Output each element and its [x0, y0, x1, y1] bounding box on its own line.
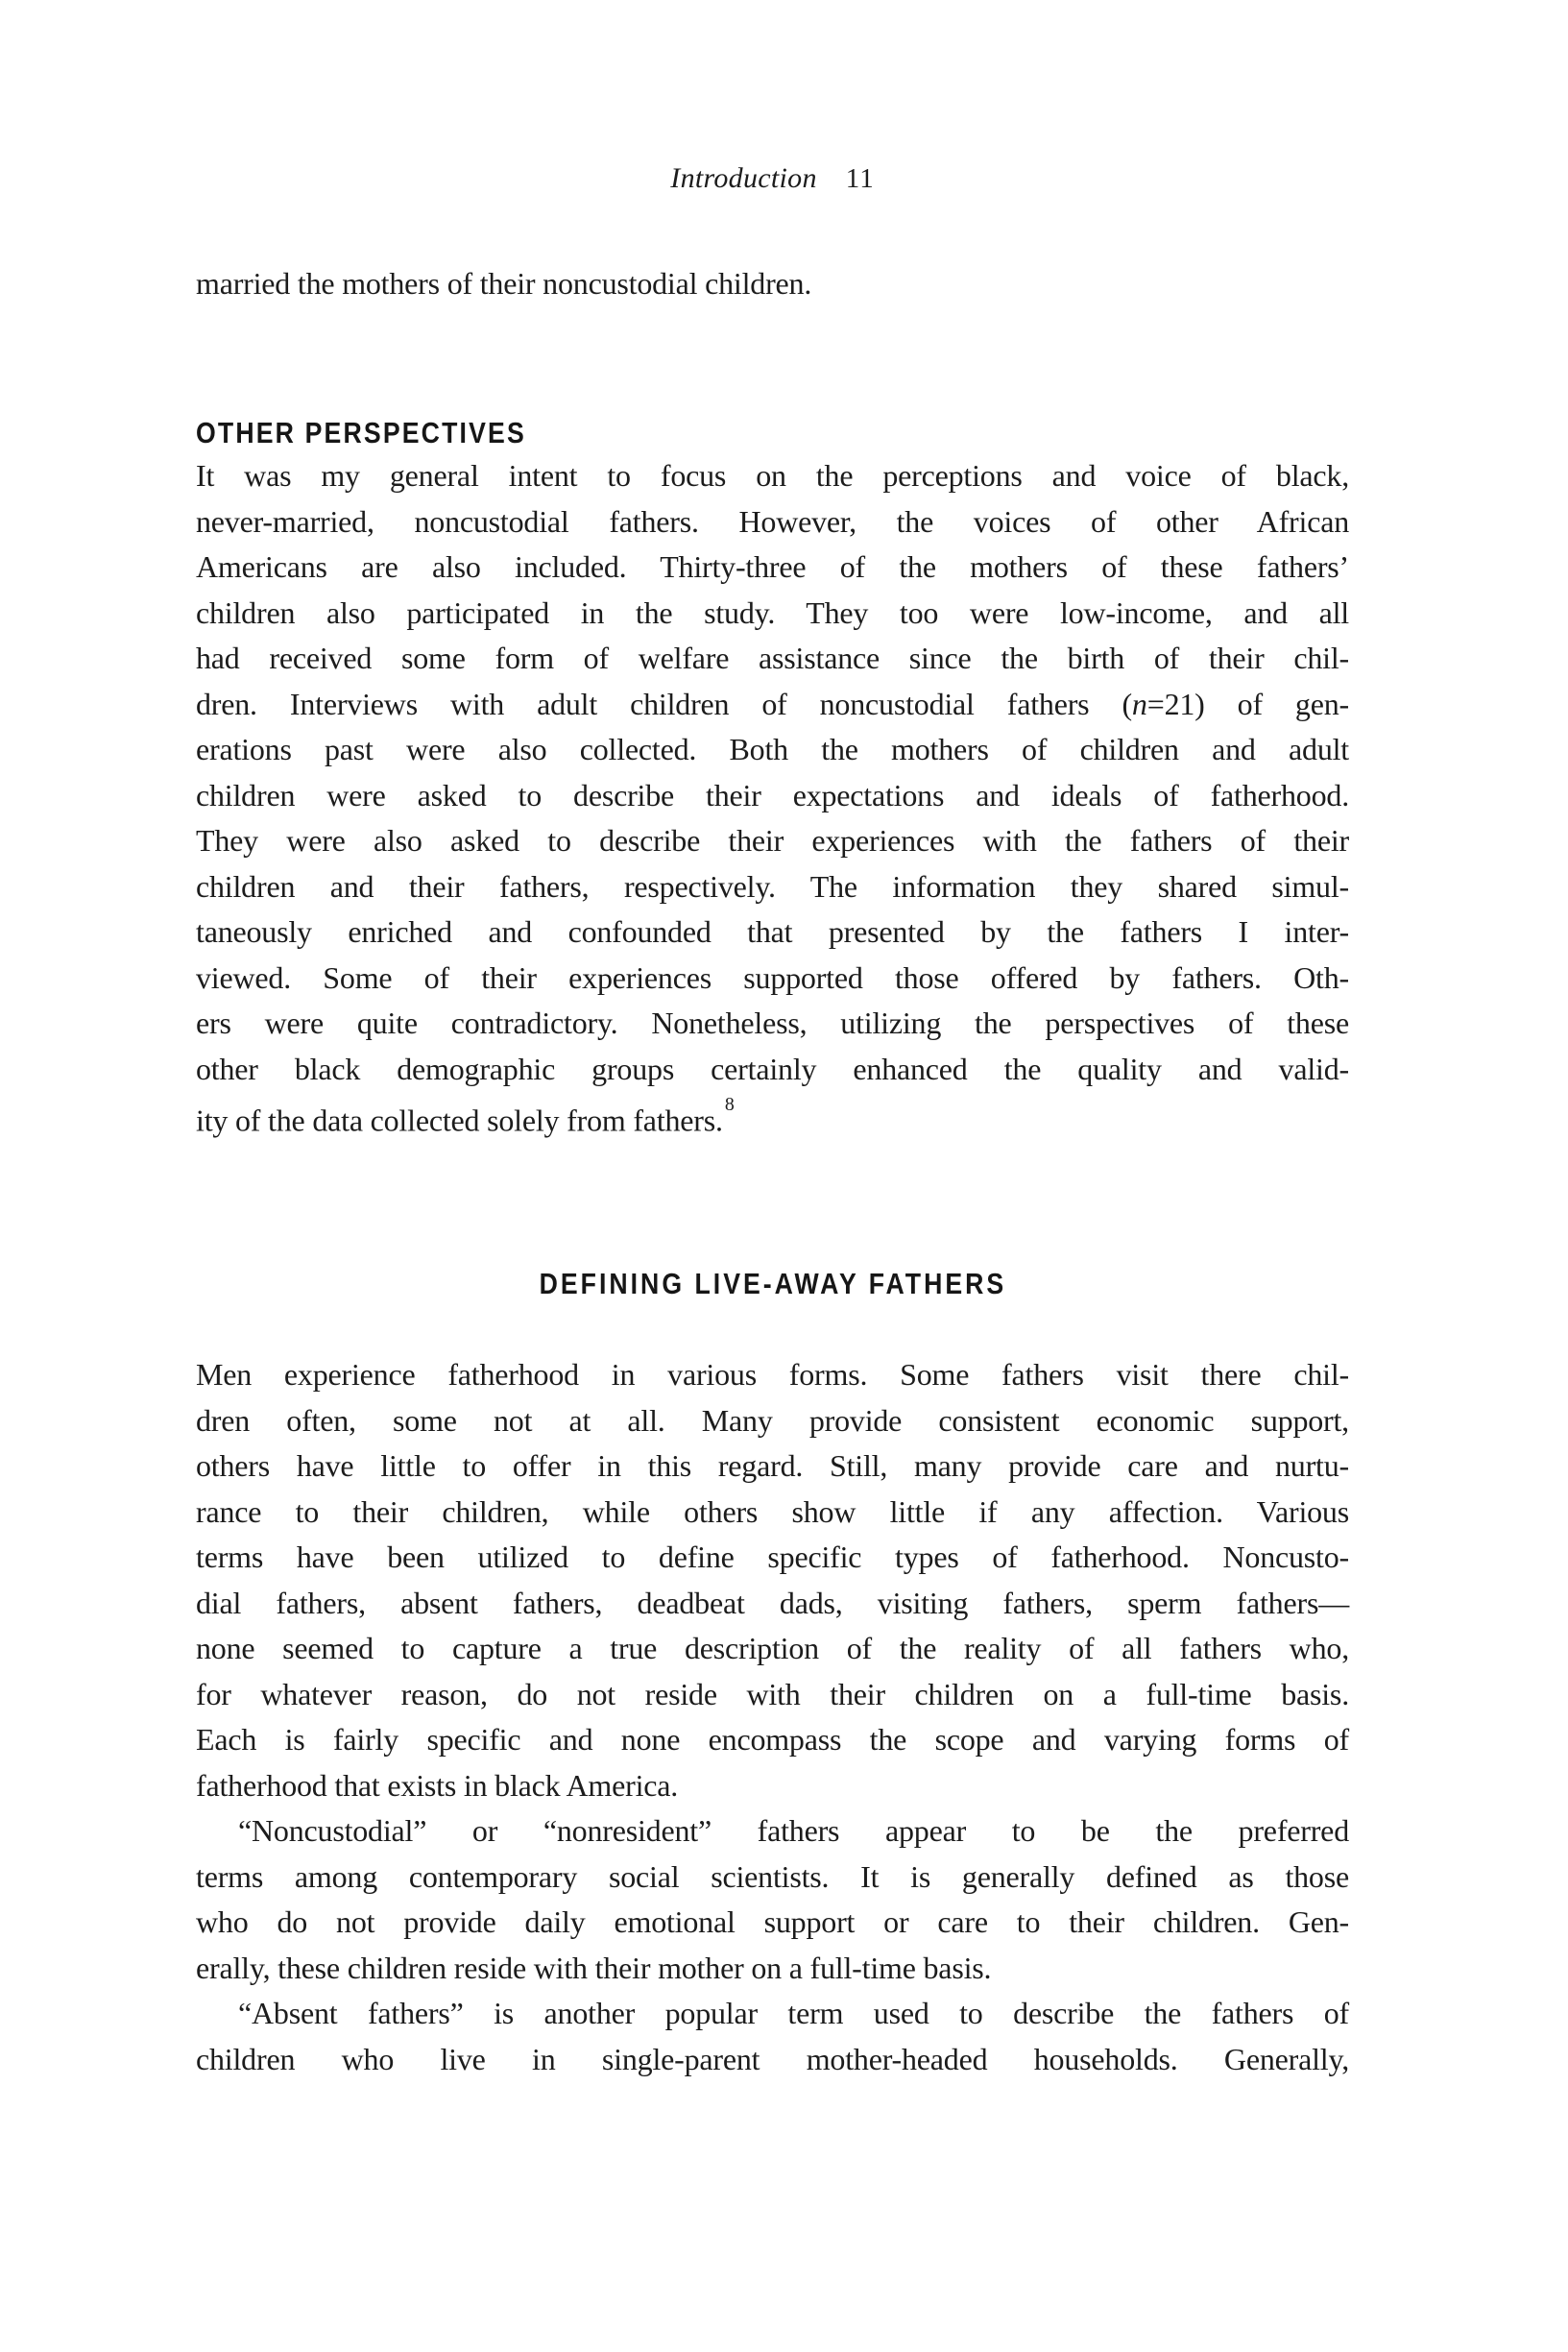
section-heading-text: DEFINING LIVE-AWAY FATHERS: [539, 1267, 1006, 1300]
paragraph: [196, 453, 1349, 1144]
section-body-other-perspectives: [196, 453, 1349, 1144]
paragraph: [196, 1808, 1349, 1991]
footnote-reference: 8: [724, 1094, 735, 1116]
running-head-page-number: 11: [845, 163, 875, 194]
section-heading-other-perspectives: [196, 416, 1349, 450]
paragraph: [196, 1352, 1349, 1808]
carryover-paragraph-fragment: married the mothers of their noncustodial children.: [196, 266, 812, 301]
text-line: “Noncustodial” or “nonresident” fathers appear to be the preferred: [238, 1813, 1349, 1848]
text-line: children were asked to describe their expectations and ideals of fatherhood.: [196, 777, 1349, 812]
text-line: Men experience fatherhood in various forms. Some fathers visit there chil-: [196, 1357, 1349, 1392]
text-line: who do not provide daily emotional support or care to their children. Gen-: [196, 1904, 1349, 1939]
text-line: other black demographic groups certainly enhanced the quality and valid-: [196, 1051, 1349, 1086]
text-line: none seemed to capture a true description of the reality of all fathers who,: [196, 1631, 1349, 1665]
text-line: for whatever reason, do not reside with their children on a full-time basis.: [196, 1676, 1349, 1711]
text-line: They were also asked to describe their experiences with the fathers of their: [196, 823, 1349, 858]
text-line: taneously enriched and confounded that presented by the fathers I inter-: [196, 914, 1349, 949]
text-line: ity of the data collected solely from fathers. $^8$: [196, 1094, 735, 1138]
paragraph: [196, 1991, 1349, 2082]
italic-variable: n: [1131, 686, 1147, 721]
text-line: Each is fairly specific and none encompass the scope and varying forms of: [196, 1722, 1349, 1757]
running-head-chapter-title: Introduction: [670, 162, 817, 194]
text-line: had received some form of welfare assistance since the birth of their chil-: [196, 641, 1349, 675]
text-line: Americans are also included. Thirty-three of the mothers of these fathers’: [196, 549, 1349, 584]
text-line: fatherhood that exists in black America.: [196, 1767, 679, 1803]
text-line: terms have been utilized to define specific types of fatherhood. Noncusto-: [196, 1540, 1349, 1574]
text-line: children also participated in the study. They too were low-income, and all: [196, 594, 1349, 630]
text-line: children who live in single-parent mother-headed households. Generally,: [196, 2041, 1349, 2076]
text-line: terms among contemporary social scientists. It is generally defined as those: [196, 1858, 1349, 1894]
text-line: viewed. Some of their experiences supported those offered by fathers. Oth-: [196, 959, 1349, 995]
section-heading-text: OTHER PERSPECTIVES: [196, 416, 526, 449]
text-line: dren often, some not at all. Many provide consistent economic support,: [196, 1402, 1349, 1438]
text-line: erally, these children reside with their mother on a full-time basis.: [196, 1950, 992, 1985]
text-line: dial fathers, absent fathers, deadbeat dads, visiting fathers, sperm fathers—: [196, 1585, 1349, 1620]
running-head: [196, 161, 1349, 196]
section-heading-defining-live-away-fathers: [196, 1267, 1349, 1301]
text-line: dren. Interviews with adult children of noncustodial fathers (n=21) of gen-: [196, 686, 1349, 721]
text-line: never-married, noncustodial fathers. However, the voices of other African: [196, 503, 1349, 539]
text-line: It was my general intent to focus on the perceptions and voice of black,: [196, 458, 1349, 493]
text-line: others have little to offer in this regard. Still, many provide care and nurtu-: [196, 1448, 1349, 1483]
text-line: “Absent fathers” is another popular term used to describe the fathers of: [238, 1996, 1349, 2030]
text-line: rance to their children, while others show little if any affection. Various: [196, 1493, 1349, 1529]
section-body-defining-live-away-fathers: [196, 1352, 1349, 2082]
text-line: ers were quite contradictory. Nonetheless, utilizing the perspectives of these: [196, 1006, 1349, 1040]
text-line: erations past were also collected. Both the mothers of children and adult: [196, 732, 1349, 766]
text-line: children and their fathers, respectively. The information they shared simul-: [196, 868, 1349, 904]
